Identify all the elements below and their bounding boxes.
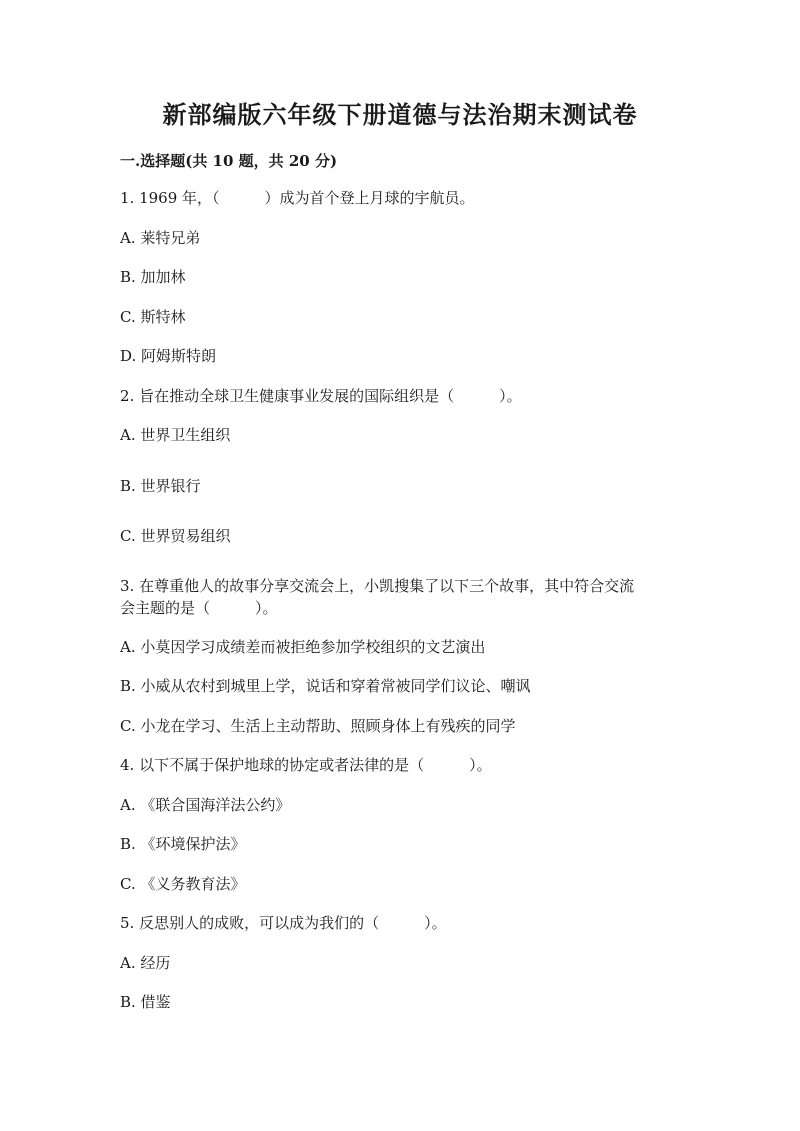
question-4-stem: 4. 以下不属于保护地球的协定或者法律的是（ ）。 <box>120 756 492 774</box>
question-1-option-c: C. 斯特林 <box>120 308 186 326</box>
question-1-stem: 1. 1969 年，（ ）成为首个登上月球的宇航员。 <box>120 189 475 207</box>
question-3-stem-line1: 3. 在尊重他人的故事分享交流会上，小凯搜集了以下三个故事，其中符合交流 <box>120 577 635 595</box>
question-4-option-a: A. 《联合国海洋法公约》 <box>120 796 291 814</box>
question-3-option-b: B. 小威从农村到城里上学，说话和穿着常被同学们议论、嘲讽 <box>120 677 531 695</box>
question-4-option-b: B. 《环境保护法》 <box>120 835 246 853</box>
question-2-option-c: C. 世界贸易组织 <box>120 527 231 545</box>
question-2-option-a: A. 世界卫生组织 <box>120 426 231 444</box>
question-5-option-a: A. 经历 <box>120 954 171 972</box>
question-3-option-c: C. 小龙在学习、生活上主动帮助、照顾身体上有残疾的同学 <box>120 717 516 735</box>
question-3-stem-line2: 会主题的是（ ）。 <box>120 599 278 617</box>
section-heading: 一.选择题(共 10 题，共 20 分) <box>120 152 338 170</box>
question-3-option-a: A. 小莫因学习成绩差而被拒绝参加学校组织的文艺演出 <box>120 638 486 656</box>
question-2-stem: 2. 旨在推动全球卫生健康事业发展的国际组织是（ ）。 <box>120 387 522 405</box>
question-5-option-b: B. 借鉴 <box>120 993 171 1011</box>
question-1-option-d: D. 阿姆斯特朗 <box>120 347 217 365</box>
question-1-option-b: B. 加加林 <box>120 268 186 286</box>
question-5-stem: 5. 反思别人的成败，可以成为我们的（ ）。 <box>120 914 447 932</box>
question-1-option-a: A. 莱特兄弟 <box>120 229 201 247</box>
question-4-option-c: C. 《义务教育法》 <box>120 875 246 893</box>
page-title: 新部编版六年级下册道德与法治期末测试卷 <box>162 100 638 129</box>
question-2-option-b: B. 世界银行 <box>120 477 201 495</box>
